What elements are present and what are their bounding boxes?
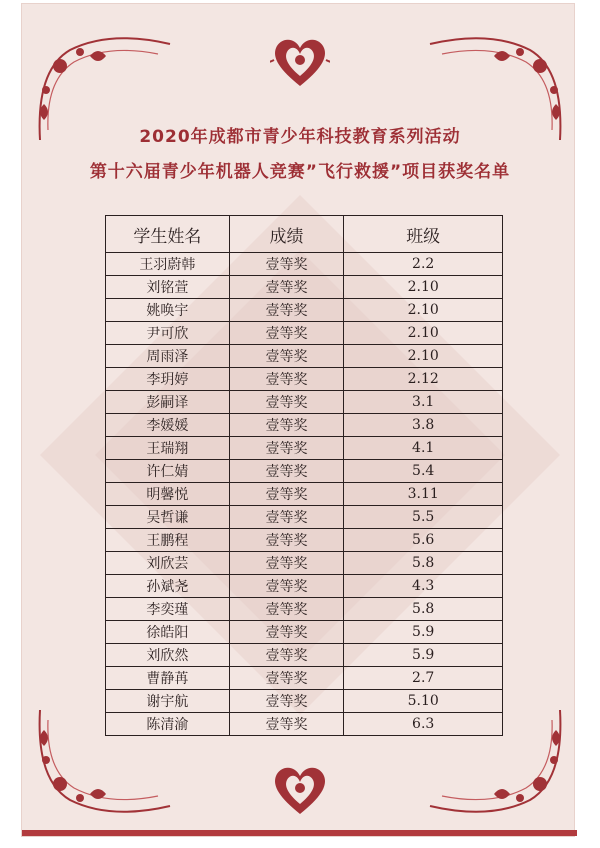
class-cell: 3.11 bbox=[344, 483, 503, 506]
student-name-cell: 刘欣芸 bbox=[106, 552, 230, 575]
class-cell: 5.4 bbox=[344, 460, 503, 483]
student-name-cell: 王瑞翔 bbox=[106, 437, 230, 460]
result-cell: 壹等奖 bbox=[229, 460, 344, 483]
student-name-cell: 刘欣然 bbox=[106, 644, 230, 667]
student-name-cell: 陈清渝 bbox=[106, 713, 230, 736]
table-row bbox=[106, 276, 503, 299]
student-name-cell: 李媛媛 bbox=[106, 414, 230, 437]
table-row bbox=[106, 391, 503, 414]
table-row bbox=[106, 690, 503, 713]
class-cell: 2.10 bbox=[344, 345, 503, 368]
table-row bbox=[106, 598, 503, 621]
class-cell: 5.8 bbox=[344, 598, 503, 621]
header-result: 成绩 bbox=[229, 216, 344, 253]
result-cell: 壹等奖 bbox=[229, 575, 344, 598]
student-name-cell: 王鹏程 bbox=[106, 529, 230, 552]
student-name-cell: 孙斌尧 bbox=[106, 575, 230, 598]
table-row bbox=[106, 621, 503, 644]
result-cell: 壹等奖 bbox=[229, 322, 344, 345]
result-cell: 壹等奖 bbox=[229, 690, 344, 713]
class-cell: 2.12 bbox=[344, 368, 503, 391]
event-title: 2020年成都市青少年科技教育系列活动 bbox=[139, 127, 461, 147]
class-cell: 4.3 bbox=[344, 575, 503, 598]
result-cell: 壹等奖 bbox=[229, 483, 344, 506]
class-cell: 5.9 bbox=[344, 644, 503, 667]
class-cell: 4.1 bbox=[344, 437, 503, 460]
table-row bbox=[106, 253, 503, 276]
result-cell: 壹等奖 bbox=[229, 598, 344, 621]
table-row bbox=[106, 644, 503, 667]
table-row bbox=[106, 460, 503, 483]
table-row bbox=[106, 368, 503, 391]
student-name-cell: 王羽蔚韩 bbox=[106, 253, 230, 276]
class-cell: 3.1 bbox=[344, 391, 503, 414]
table-row bbox=[106, 713, 503, 736]
table-row bbox=[106, 322, 503, 345]
class-cell: 5.5 bbox=[344, 506, 503, 529]
table-row bbox=[106, 437, 503, 460]
table-row bbox=[106, 529, 503, 552]
student-name-cell: 李奕瑾 bbox=[106, 598, 230, 621]
student-name-cell: 明馨悦 bbox=[106, 483, 230, 506]
result-cell: 壹等奖 bbox=[229, 621, 344, 644]
class-cell: 5.6 bbox=[344, 529, 503, 552]
student-name-cell: 彭嗣译 bbox=[106, 391, 230, 414]
result-cell: 壹等奖 bbox=[229, 368, 344, 391]
table-row bbox=[106, 345, 503, 368]
class-cell: 5.8 bbox=[344, 552, 503, 575]
table-row bbox=[106, 483, 503, 506]
result-cell: 壹等奖 bbox=[229, 414, 344, 437]
result-cell: 壹等奖 bbox=[229, 506, 344, 529]
header-class: 班级 bbox=[344, 216, 503, 253]
class-cell: 2.10 bbox=[344, 276, 503, 299]
table-row bbox=[106, 506, 503, 529]
result-cell: 壹等奖 bbox=[229, 529, 344, 552]
result-cell: 壹等奖 bbox=[229, 437, 344, 460]
result-cell: 壹等奖 bbox=[229, 667, 344, 690]
award-table bbox=[105, 215, 503, 736]
class-cell: 2.10 bbox=[344, 299, 503, 322]
bottom-border-line bbox=[22, 830, 577, 836]
class-cell: 5.9 bbox=[344, 621, 503, 644]
result-cell: 壹等奖 bbox=[229, 391, 344, 414]
heart-ornament-top bbox=[270, 30, 330, 92]
student-name-cell: 尹可欣 bbox=[106, 322, 230, 345]
student-name-cell: 吴哲谦 bbox=[106, 506, 230, 529]
heart-ornament-bottom bbox=[270, 758, 330, 820]
result-cell: 壹等奖 bbox=[229, 276, 344, 299]
result-cell: 壹等奖 bbox=[229, 713, 344, 736]
student-name-cell: 姚唤宇 bbox=[106, 299, 230, 322]
student-name-cell: 刘铭萱 bbox=[106, 276, 230, 299]
award-list-title: 第十六届青少年机器人竞赛”飞行救援”项目获奖名单 bbox=[89, 162, 511, 182]
table-header-row bbox=[106, 216, 503, 253]
student-name-cell: 曹静苒 bbox=[106, 667, 230, 690]
class-cell: 2.7 bbox=[344, 667, 503, 690]
class-cell: 2.2 bbox=[344, 253, 503, 276]
table-row bbox=[106, 414, 503, 437]
class-cell: 2.10 bbox=[344, 322, 503, 345]
class-cell: 3.8 bbox=[344, 414, 503, 437]
result-cell: 壹等奖 bbox=[229, 552, 344, 575]
student-name-cell: 周雨泽 bbox=[106, 345, 230, 368]
student-name-cell: 许仁婧 bbox=[106, 460, 230, 483]
class-cell: 6.3 bbox=[344, 713, 503, 736]
result-cell: 壹等奖 bbox=[229, 644, 344, 667]
student-name-cell: 谢宇航 bbox=[106, 690, 230, 713]
table-row bbox=[106, 575, 503, 598]
result-cell: 壹等奖 bbox=[229, 253, 344, 276]
student-name-cell: 李玥婷 bbox=[106, 368, 230, 391]
result-cell: 壹等奖 bbox=[229, 299, 344, 322]
student-name-cell: 徐皓阳 bbox=[106, 621, 230, 644]
header-student-name: 学生姓名 bbox=[106, 216, 230, 253]
result-cell: 壹等奖 bbox=[229, 345, 344, 368]
table-row bbox=[106, 299, 503, 322]
table-row bbox=[106, 667, 503, 690]
class-cell: 5.10 bbox=[344, 690, 503, 713]
table-row bbox=[106, 552, 503, 575]
